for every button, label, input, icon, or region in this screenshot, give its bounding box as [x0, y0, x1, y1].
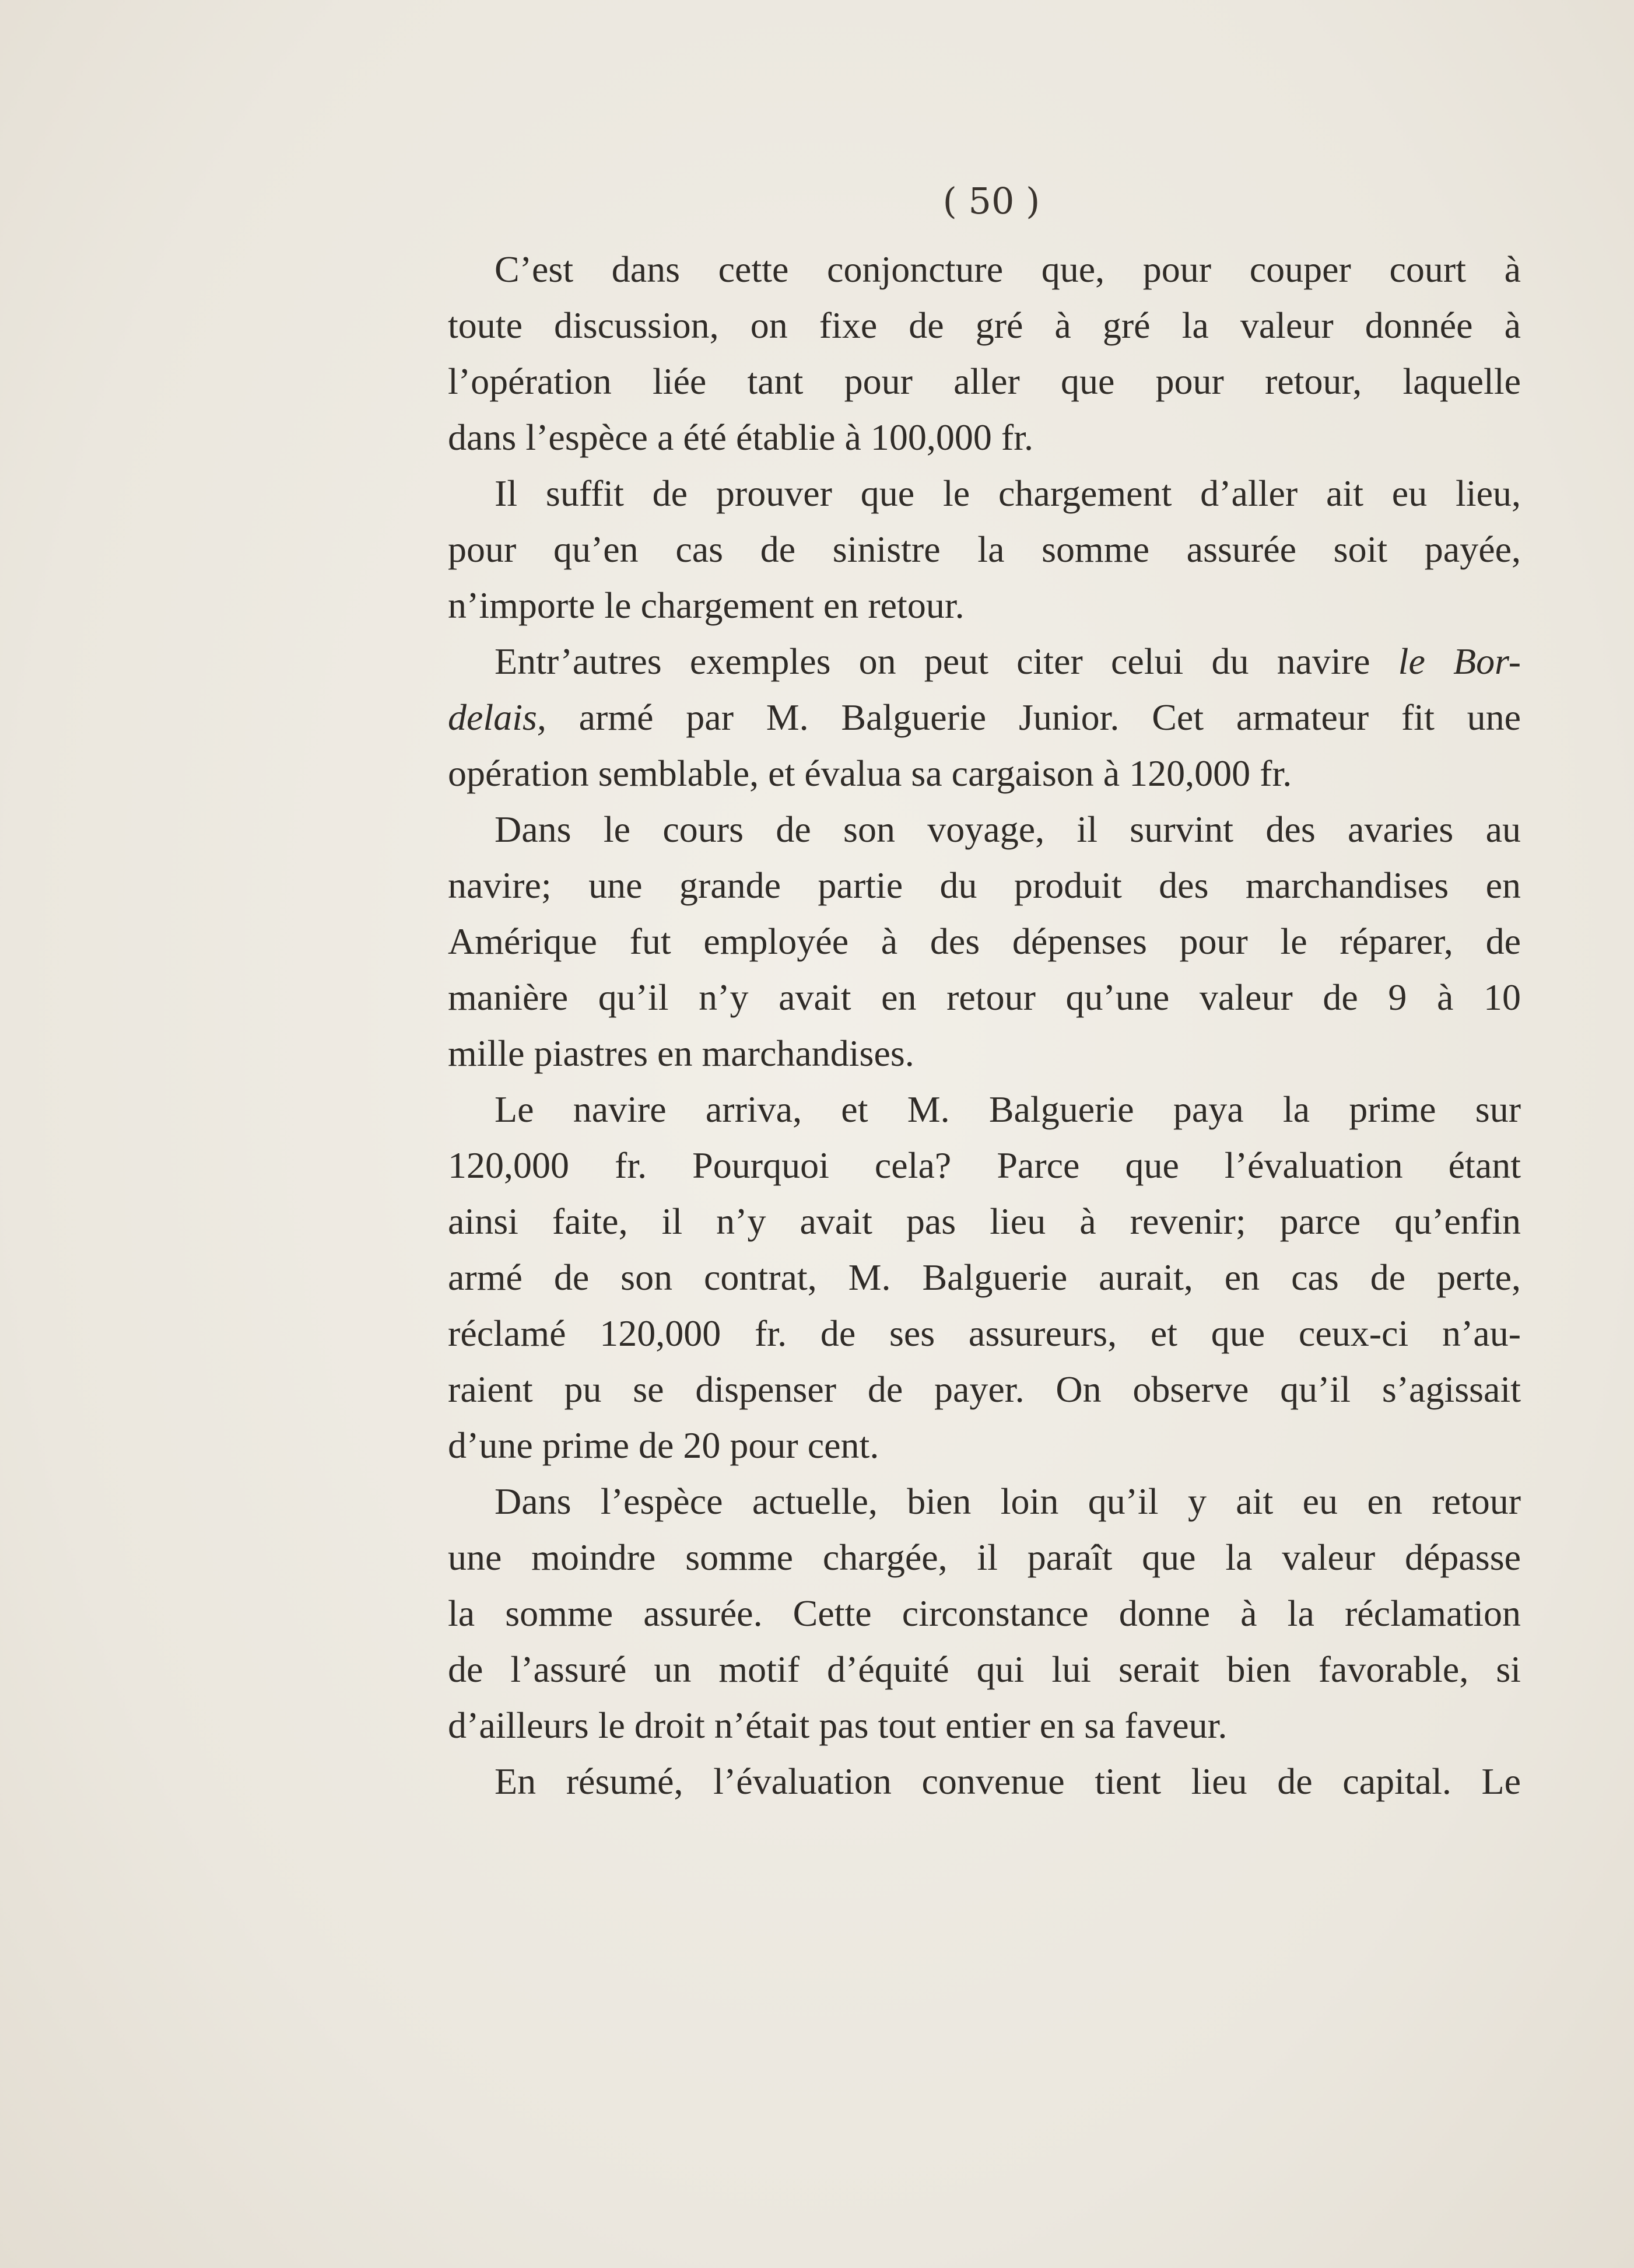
- text-line: Dans le cours de son voyage, il survint des avaries au: [495, 808, 1521, 850]
- text-line-with-ship-name: [448, 690, 1521, 746]
- text-line-with-ship-name: [448, 634, 1521, 690]
- text-line: n’importe le chargement en retour.: [448, 584, 965, 626]
- page-number: ( 50 ): [942, 180, 1040, 222]
- text-line: Il suffit de prouver que le chargement d’aller ait eu lieu,: [495, 473, 1521, 514]
- text-line: opération semblable, et évalua sa cargaison à 120,000 fr.: [448, 752, 1292, 794]
- text-line: dans l’espèce a été établie à 100,000 fr.: [448, 416, 1033, 458]
- text-line: navire; une grande partie du produit des marchandises en: [448, 864, 1521, 906]
- body-text: [448, 242, 1521, 1810]
- text-line: manière qu’il n’y avait en retour qu’une valeur de 9 à 10: [448, 977, 1521, 1018]
- text-line: une moindre somme chargée, il paraît que la valeur dépasse: [448, 1536, 1521, 1578]
- ship-name-part-2: delais,: [448, 696, 546, 738]
- text-line: raient pu se dispenser de payer. On observe qu’il s’agissait: [448, 1368, 1521, 1410]
- ship-name-part-1: le Bor-: [1398, 640, 1521, 682]
- text-line: d’ailleurs le droit n’était pas tout entier en sa faveur.: [448, 1704, 1228, 1746]
- text-line: pour qu’en cas de sinistre la somme assurée soit payée,: [448, 528, 1521, 570]
- text-line: Amérique fut employée à des dépenses pour le réparer, de: [448, 921, 1521, 962]
- text-line: ainsi faite, il n’y avait pas lieu à revenir; parce qu’enfin: [448, 1200, 1521, 1242]
- text-line: d’une prime de 20 pour cent.: [448, 1424, 879, 1466]
- text-segment: Entr’autres exemples on peut citer celui du navire: [495, 640, 1398, 682]
- text-line: armé de son contrat, M. Balguerie aurait, en cas de perte,: [448, 1256, 1521, 1298]
- text-line: de l’assuré un motif d’équité qui lui serait bien favorable, si: [448, 1648, 1521, 1690]
- text-line: En résumé, l’évaluation convenue tient lieu de capital. Le: [495, 1760, 1521, 1802]
- text-line: l’opération liée tant pour aller que pour retour, laquelle: [448, 360, 1521, 402]
- text-line: toute discussion, on fixe de gré à gré la valeur donnée à: [448, 304, 1521, 346]
- text-line: réclamé 120,000 fr. de ses assureurs, et que ceux-ci n’au-: [448, 1312, 1521, 1354]
- text-line: mille piastres en marchandises.: [448, 1032, 914, 1074]
- text-line: Dans l’espèce actuelle, bien loin qu’il y ait eu en retour: [495, 1480, 1521, 1522]
- text-segment: armé par M. Balguerie Junior. Cet armateur fit une: [578, 696, 1521, 738]
- text-line: C’est dans cette conjoncture que, pour couper court à: [495, 249, 1521, 290]
- text-line: la somme assurée. Cette circonstance donne à la réclamation: [448, 1592, 1521, 1634]
- text-line: 120,000 fr. Pourquoi cela? Parce que l’évaluation étant: [448, 1144, 1521, 1186]
- text-line: Le navire arriva, et M. Balguerie paya la prime sur: [495, 1088, 1521, 1130]
